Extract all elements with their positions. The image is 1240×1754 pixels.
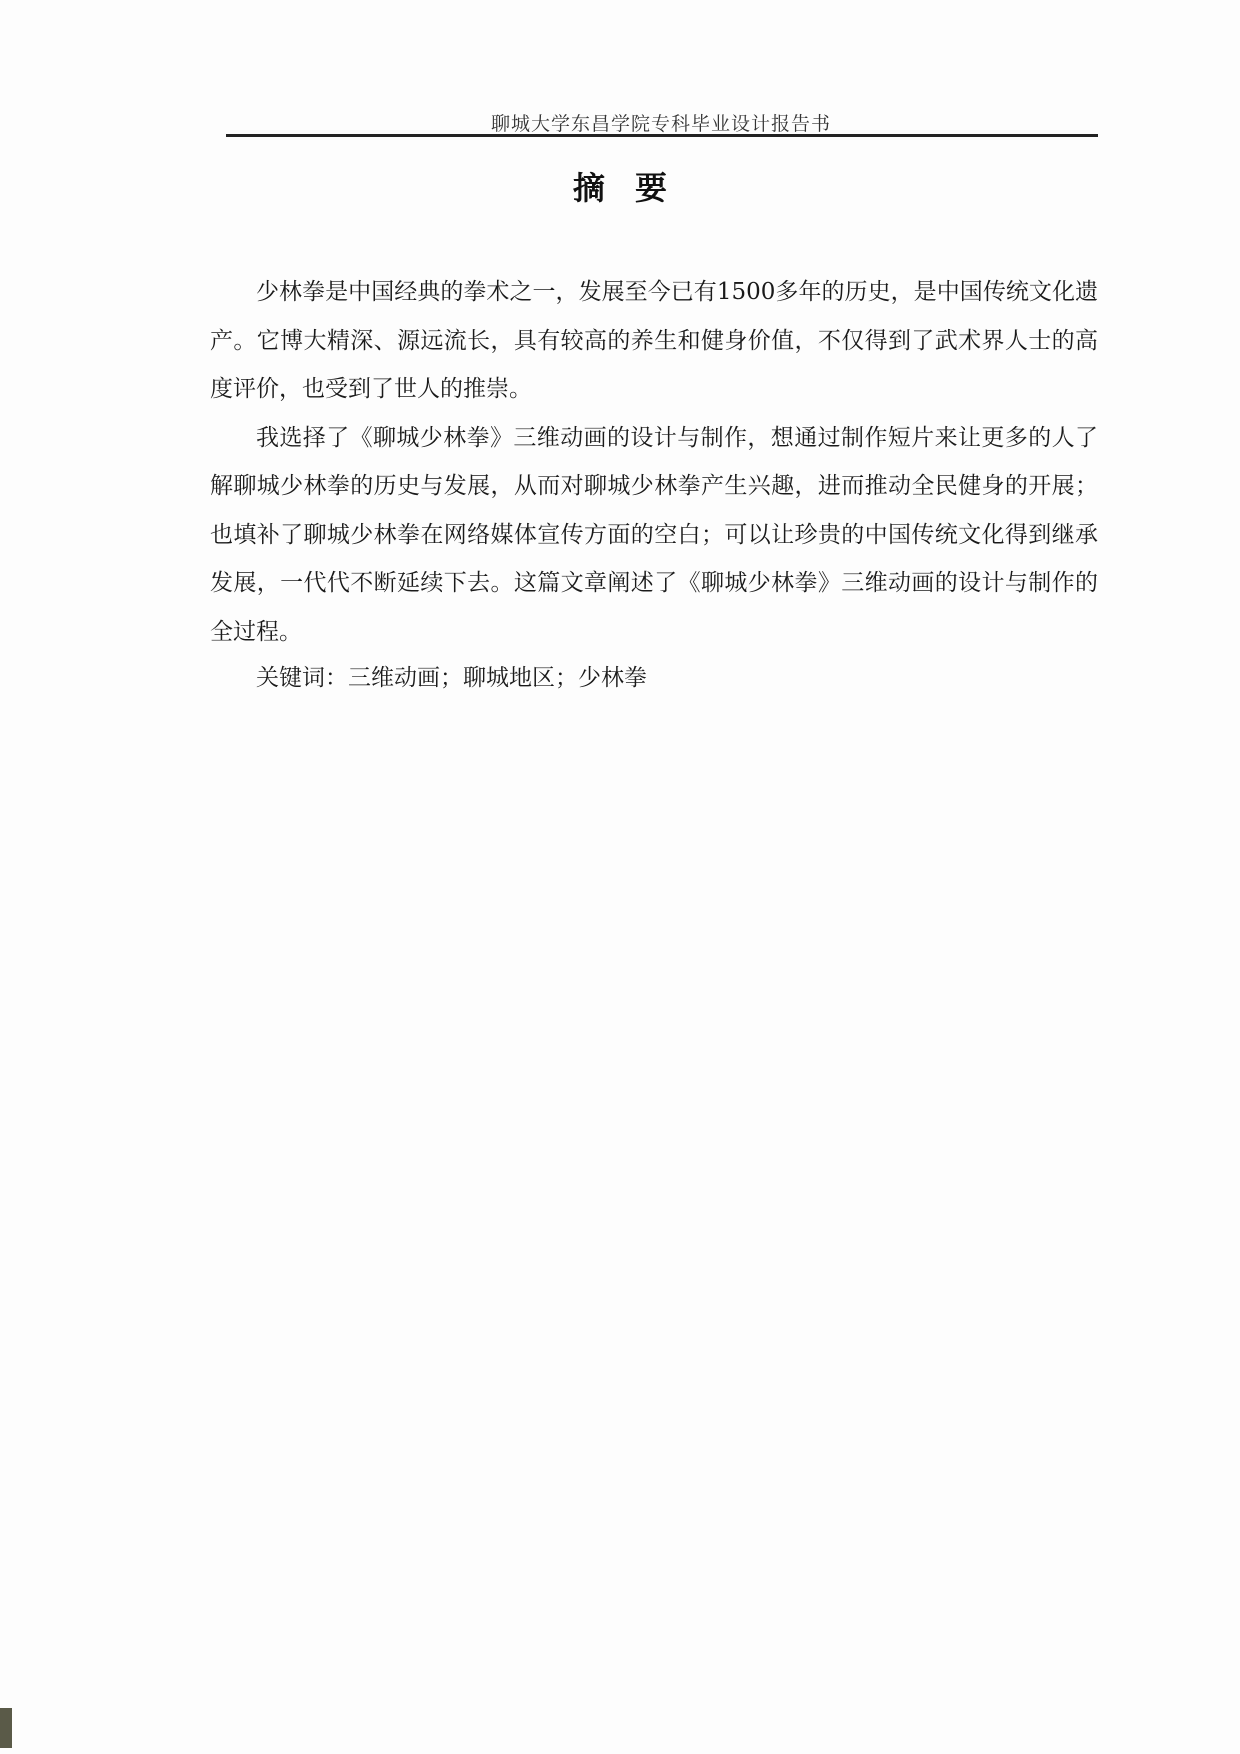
abstract-body	[210, 268, 1098, 656]
keywords-value: 三维动画；聊城地区；少林拳	[348, 665, 647, 691]
abstract-title: 摘要	[572, 169, 697, 207]
abstract-paragraph: 少林拳是中国经典的拳术之一，发展至今已有1500多年的历史，是中国传统文化遗产。它博大精深、源远流长，具有较高的养生和健身价值，不仅得到了武术界人士的高度评价，也受到了世人的推崇。	[210, 279, 1098, 402]
abstract-paragraph: 我选择了《聊城少林拳》三维动画的设计与制作，想通过制作短片来让更多的人了解聊城少林拳的历史与发展，从而对聊城少林拳产生兴趣，进而推动全民健身的开展；也填补了聊城少林拳在网络媒体宣传方面的空白；可以让珍贵的中国传统文化得到继承发展，一代代不断延续下去。这篇文章阐述了《聊城少林拳》三维动画的设计与制作的全过程。	[210, 424, 1098, 645]
keywords-line	[256, 654, 647, 702]
header-rule	[226, 134, 1098, 137]
keywords-label: 关键词：	[256, 665, 348, 691]
scan-edge-mark	[0, 1708, 12, 1748]
running-header: 聊城大学东昌学院专科毕业设计报告书	[490, 113, 831, 135]
